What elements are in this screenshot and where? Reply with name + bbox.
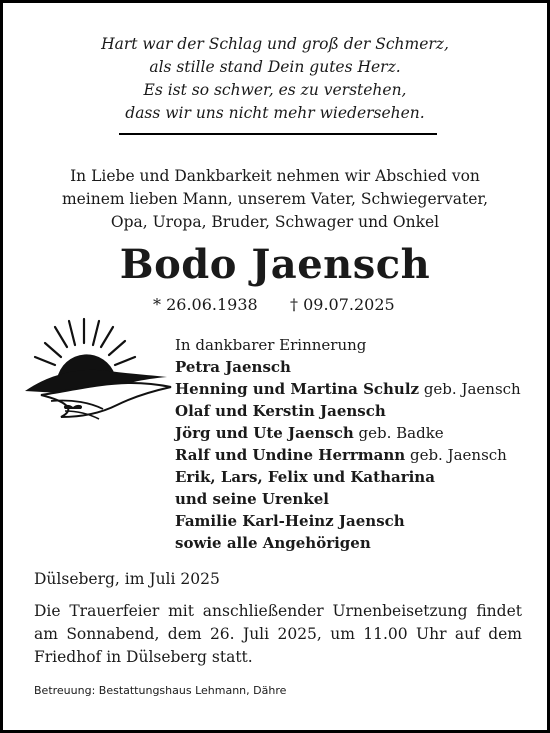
funeral-info: Die Trauerfeier mit anschließender Urnenbeisetzung findet am Sonnabend, dem 26. Juli 2025, um 11.00 Uhr auf dem Friedhof in Dülseberg statt.: [34, 602, 522, 666]
poem-line: Es ist so schwer, es zu verstehen,: [143, 81, 407, 99]
sunset-over-hills-icon: [21, 313, 181, 428]
mourners-list: [175, 334, 521, 554]
intro-line: Opa, Uropa, Bruder, Schwager und Onkel: [110, 213, 440, 231]
mourner-note: geb. Badke: [353, 424, 444, 442]
mourner-name: sowie alle Angehörigen: [175, 534, 371, 552]
intro-line: In Liebe und Dankbarkeit nehmen wir Abschied von: [70, 167, 480, 185]
deceased-name: Bodo Jaensch: [119, 241, 431, 288]
list-item: [175, 466, 521, 488]
birth-date: * 26.06.1938: [153, 295, 258, 314]
list-item: [175, 422, 521, 444]
mourner-name: Erik, Lars, Felix und Katharina: [175, 468, 435, 486]
mourner-name: Petra Jaensch: [175, 358, 291, 376]
mourner-name: Olaf und Kerstin Jaensch: [175, 402, 386, 420]
divider: [119, 133, 437, 135]
mourner-name: Ralf und Undine Herrmann: [175, 446, 406, 464]
list-item: [175, 532, 521, 554]
place-date: Dülseberg, im Juli 2025: [34, 570, 220, 588]
funeral-home: Betreuung: Bestattungshaus Lehmann, Dähre: [34, 684, 287, 697]
list-item: [175, 400, 521, 422]
mourners-heading: In dankbarer Erinnerung: [175, 336, 367, 354]
mourner-note: geb. Jaensch: [419, 380, 521, 398]
list-item: [175, 488, 521, 510]
mourner-name: Henning und Martina Schulz: [175, 380, 420, 398]
mourner-name: Jörg und Ute Jaensch: [175, 424, 354, 442]
poem-line: dass wir uns nicht mehr wiedersehen.: [125, 104, 425, 122]
death-date: † 09.07.2025: [290, 295, 395, 314]
intro-line: meinem lieben Mann, unserem Vater, Schwiegervater,: [61, 190, 489, 208]
poem-line: als stille stand Dein gutes Herz.: [149, 58, 401, 76]
mourner-name: und seine Urenkel: [175, 490, 329, 508]
poem: [3, 33, 547, 125]
mourner-note: geb. Jaensch: [405, 446, 507, 464]
list-item: [175, 356, 521, 378]
intro-text: [3, 165, 547, 234]
list-item: [175, 444, 521, 466]
list-item: [175, 510, 521, 532]
list-item: [175, 378, 521, 400]
poem-line: Hart war der Schlag und groß der Schmerz,: [101, 35, 449, 53]
mourner-name: Familie Karl-Heinz Jaensch: [175, 512, 405, 530]
